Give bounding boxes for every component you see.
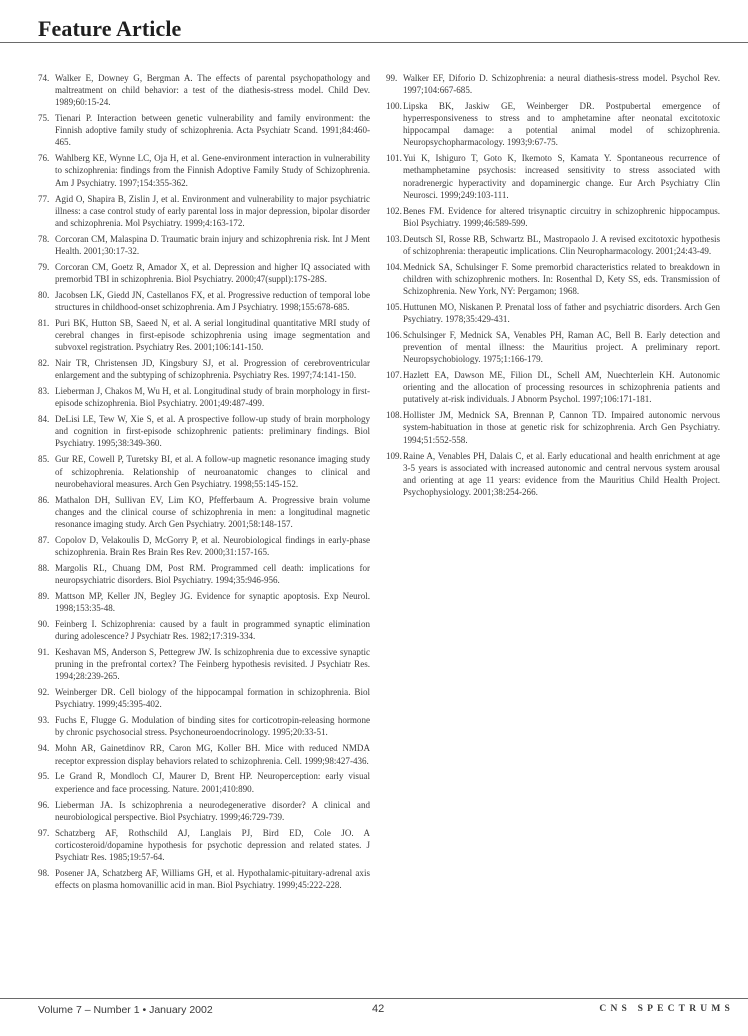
reference-item — [386, 72, 720, 96]
reference-item — [38, 193, 370, 229]
reference-text: Wahlberg KE, Wynne LC, Oja H, et al. Gene-environment interaction in vulnerability to schizophrenia: findings from the Finnish Adoptive Family Study of Schizophrenia. Am J Psychiatry. 1997;154:355-362. — [55, 153, 370, 188]
reference-item — [38, 686, 370, 710]
reference-text: Posener JA, Schatzberg AF, Williams GH, et al. Hypothalamic-pituitary-adrenal axis effects on plasma homovanillic acid in man. Biol Psychiatry. 1999;45:222-228. — [55, 867, 370, 890]
reference-number: 106. — [386, 330, 402, 341]
reference-item — [386, 450, 720, 498]
reference-text: Huttunen MO, Niskanen P. Prenatal loss of father and psychiatric disorders. Arch Gen Psychiatry. 1978;35:429-431. — [403, 301, 720, 325]
reference-item — [38, 261, 370, 285]
reference-item — [386, 409, 720, 445]
reference-item — [386, 329, 720, 365]
header-divider — [0, 42, 748, 43]
reference-number: 84. — [38, 414, 50, 425]
reference-text: Schatzberg AF, Rothschild AJ, Langlais PJ, Bird ED, Cole JO. A corticosteroid/dopamine hypothesis for psychotic depression and related states. J Psychiatr Res. 1985;19:57-64. — [55, 827, 370, 862]
reference-number: 99. — [386, 73, 398, 83]
reference-text: Le Grand R, Mondloch CJ, Maurer D, Brent HP. Neuroperception: early visual experience and face processing. Nature. 2001;410:890. — [55, 771, 370, 794]
reference-number: 86. — [38, 494, 50, 505]
reference-text: DeLisi LE, Tew W, Xie S, et al. A prospective follow-up study of brain morphology and cognition in first-episode schizophrenic patients: preliminary findings. Biol Psychiatry. 1995;38:349-360. — [55, 414, 370, 449]
reference-text: Keshavan MS, Anderson S, Pettegrew JW. Is schizophrenia due to excessive synaptic pruning in the prefrontal cortex? The Feinberg hypothesis revisited. J Psychiatr Res. 1994;28:239-265. — [55, 647, 370, 682]
reference-number: 104. — [386, 261, 402, 272]
reference-item — [38, 357, 370, 381]
reference-number: 101. — [386, 153, 402, 164]
reference-number: 76. — [38, 153, 50, 164]
reference-text: Copolov D, Velakoulis D, McGorry P, et al. Neurobiological findings in early-phase schizophrenia. Brain Res Brain Res Rev. 2000;31:157-165. — [55, 534, 370, 557]
reference-number: 87. — [38, 534, 50, 545]
reference-text: Fuchs E, Flugge G. Modulation of binding sites for corticotropin-releasing hormone by chronic psychosocial stress. Psychoneuroendocrinology. 1995;20:33-51. — [55, 715, 370, 738]
reference-number: 93. — [38, 715, 50, 726]
reference-number: 80. — [38, 289, 50, 300]
reference-item — [38, 317, 370, 353]
reference-item — [38, 534, 370, 558]
reference-item — [38, 799, 370, 823]
reference-number: 85. — [38, 454, 50, 465]
reference-text: Lieberman J, Chakos M, Wu H, et al. Longitudinal study of brain morphology in first-episode schizophrenia. Biol Psychiatry. 2001;49:487-499. — [55, 386, 370, 409]
reference-text: Mohn AR, Gainetdinov RR, Caron MG, Koller BH. Mice with reduced NMDA receptor expression display behaviors related to schizophrenia. Cell. 1999;98:427-436. — [55, 743, 370, 766]
reference-number: 107. — [386, 370, 402, 381]
reference-text: Agid O, Shapira B, Zislin J, et al. Environment and vulnerability to major psychiatric illness: a case control study of early parental loss in major depression, bipolar disorder and schizophrenia. Mol Psychiatry. 1999;4:163-172. — [55, 193, 370, 228]
reference-number: 77. — [38, 193, 50, 204]
reference-item — [38, 590, 370, 614]
reference-text: Deutsch SI, Rosse RB, Schwartz BL, Mastropaolo J. A revised excitotoxic hypothesis of schizophrenia: therapeutic implications. Clin Neuropharmacology. 2001;24:43-49. — [403, 233, 720, 256]
reference-item — [386, 233, 720, 257]
issue-info: Volume 7 – Number 1 • January 2002 — [38, 1004, 213, 1016]
reference-item — [386, 301, 720, 325]
reference-number: 83. — [38, 386, 50, 397]
reference-item — [38, 646, 370, 682]
reference-text: Tienari P. Interaction between genetic vulnerability and family environment: the Finnish adoptive family study of schizophrenia. Acta Psychiatr Scand. 1991;84:460-465. — [55, 113, 370, 148]
reference-number: 92. — [38, 687, 50, 698]
reference-number: 102. — [386, 205, 402, 216]
reference-item — [38, 618, 370, 642]
page-number: 42 — [372, 1003, 385, 1015]
reference-number: 97. — [38, 827, 50, 838]
references-column-right — [386, 72, 720, 502]
reference-number: 108. — [386, 410, 402, 421]
reference-item — [38, 867, 370, 891]
reference-number: 105. — [386, 301, 402, 312]
references-column-left — [38, 72, 370, 895]
reference-number: 90. — [38, 619, 50, 629]
reference-text: Corcoran CM, Goetz R, Amador X, et al. Depression and higher IQ associated with premorbid TBI in schizophrenia. Biol Psychiatry. 2000;47(suppl):17S-28S. — [55, 261, 370, 284]
reference-text: Margolis RL, Chuang DM, Post RM. Programmed cell death: implications for neuropsychiatric disorders. Biol Psychiatry. 1994;35:946-956. — [55, 562, 370, 585]
reference-item — [38, 112, 370, 148]
reference-text: Nair TR, Christensen JD, Kingsbury SJ, et al. Progression of cerebroventricular enlargement and the subtyping of schizophrenia. Psychiatry Res. 1997;74:141-150. — [55, 358, 370, 381]
reference-number: 94. — [38, 743, 50, 754]
reference-item — [38, 233, 370, 257]
reference-number: 82. — [38, 358, 50, 369]
reference-text: Walker E, Downey G, Bergman A. The effects of parental psychopathology and maltreatment on child behavior: a test of the diathesis-stress model. Child Dev. 1989;60:15-24. — [55, 73, 370, 108]
reference-text: Corcoran CM, Malaspina D. Traumatic brain injury and schizophrenia risk. Int J Ment Health. 2001;30:17-32. — [55, 233, 370, 256]
footer-divider — [0, 998, 748, 999]
reference-item — [38, 152, 370, 188]
reference-number: 89. — [38, 590, 50, 601]
reference-number: 88. — [38, 562, 50, 573]
reference-item — [386, 100, 720, 148]
reference-text: Lipska BK, Jaskiw GE, Weinberger DR. Postpubertal emergence of hyperresponsiveness to stress and to amphetamine after neonatal excitotoxic hippocampal damage: a potential animal model of schizophrenia. Neuropsychopharmacology. 1993;9:67-75. — [403, 101, 720, 148]
reference-item — [386, 261, 720, 297]
reference-item — [38, 714, 370, 738]
reference-item — [38, 385, 370, 409]
reference-text: Raine A, Venables PH, Dalais C, et al. Early educational and health enrichment at age 3-5 years is associated with increased autonomic and central nervous system arousal and orienting at age 11 years: evidence from the Mauritius Child Health Project. Psychophysiology. 2001;38:254-266. — [403, 450, 720, 497]
reference-number: 96. — [38, 799, 50, 810]
reference-number: 78. — [38, 233, 50, 244]
reference-text: Hollister JM, Mednick SA, Brennan P, Cannon TD. Impaired autonomic nervous system-habituation in those at genetic risk for schizophrenia. Arch Gen Psychiatry. 1994;51:552-558. — [403, 410, 720, 445]
reference-text: Schulsinger F, Mednick SA, Venables PH, Raman AC, Bell B. Early detection and prevention of mental illness: the Mauritius project. A preliminary report. Neuropsychobiology. 1975;1:166-179. — [403, 330, 720, 365]
reference-item — [38, 72, 370, 108]
reference-number: 74. — [38, 73, 50, 83]
reference-text: Yui K, Ishiguro T, Goto K, Ikemoto S, Kamata Y. Spontaneous recurrence of methamphetamine psychosis: increased sensitivity to stress associated with noradrenergic hyperactivity and dopaminergic change. Eur Arch Psychiatry Clin Neurosci. 1999;249:103-111. — [403, 153, 720, 200]
reference-item — [38, 770, 370, 794]
reference-number: 109. — [386, 450, 402, 461]
journal-name: CNS SPECTRUMS — [599, 1004, 734, 1014]
reference-number: 100. — [386, 101, 402, 112]
reference-number: 103. — [386, 233, 402, 244]
reference-item — [386, 369, 720, 405]
reference-text: Mattson MP, Keller JN, Begley JG. Evidence for synaptic apoptosis. Exp Neurol. 1998;153:35-48. — [55, 590, 370, 614]
reference-number: 98. — [38, 867, 50, 878]
reference-number: 95. — [38, 771, 50, 782]
reference-text: Hazlett EA, Dawson ME, Filion DL, Schell AM, Nuechterlein KH. Autonomic orienting and the allocation of processing resources in schizophrenia patients and putatively at-risk individuals. J Abnorm Psychol. 1997;106:171-181. — [403, 370, 720, 405]
reference-number: 81. — [38, 317, 50, 328]
reference-text: Jacobsen LK, Giedd JN, Castellanos FX, et al. Progressive reduction of temporal lobe structures in childhood-onset schizophrenia. Am J Psychiatry. 1998;155:678-685. — [55, 289, 370, 312]
reference-text: Weinberger DR. Cell biology of the hippocampal formation in schizophrenia. Biol Psychiatry. 1999;45:395-402. — [55, 687, 370, 710]
reference-number: 75. — [38, 113, 50, 124]
reference-text: Feinberg I. Schizophrenia: caused by a fault in programmed synaptic elimination during adolescence? J Psychiatr Res. 1982;17:319-334. — [55, 619, 370, 642]
reference-item — [38, 827, 370, 863]
section-title: Feature Article — [38, 16, 182, 41]
reference-item — [38, 453, 370, 489]
reference-text: Benes FM. Evidence for altered trisynaptic circuitry in schizophrenic hippocampus. Biol Psychiatry. 1999;46:589-599. — [403, 205, 720, 228]
reference-number: 91. — [38, 647, 50, 658]
reference-item — [38, 742, 370, 766]
reference-text: Gur RE, Cowell P, Turetsky BI, et al. A follow-up magnetic resonance imaging study of schizophrenia. Relationship of neuroanatomic changes to clinical and neurobehavioral measures. Arch Gen Psychiatry. 1998;55:145-152. — [55, 454, 370, 489]
reference-text: Puri BK, Hutton SB, Saeed N, et al. A serial longitudinal quantitative MRI study of cerebral changes in first-episode schizophrenia using image segmentation and subvoxel registration. Psychiatry Res. 2001;106:141-150. — [55, 317, 370, 353]
reference-item — [386, 205, 720, 229]
reference-text: Walker EF, Diforio D. Schizophrenia: a neural diathesis-stress model. Psychol Rev. 1997;104:667-685. — [403, 73, 720, 96]
reference-item — [386, 152, 720, 200]
reference-item — [38, 562, 370, 586]
reference-text: Mednick SA, Schulsinger F. Some premorbid characteristics related to breakdown in children with schizophrenic mothers. In: Rosenthal D, Kety SS, eds. Transmission of Schizophrenia. New York, NY: Pergamon; 1968. — [403, 261, 720, 296]
reference-text: Lieberman JA. Is schizophrenia a neurodegenerative disorder? A clinical and neurobiological perspective. Biol Psychiatry. 1999;46:729-739. — [55, 799, 370, 822]
reference-number: 79. — [38, 261, 50, 272]
reference-item — [38, 413, 370, 449]
reference-text: Mathalon DH, Sullivan EV, Lim KO, Pfefferbaum A. Progressive brain volume changes and the clinical course of schizophrenia in men: a longitudinal magnetic resonance imaging study. Arch Gen Psychiatry. 2001;58:148-157. — [55, 494, 370, 529]
reference-item — [38, 494, 370, 530]
reference-item — [38, 289, 370, 313]
